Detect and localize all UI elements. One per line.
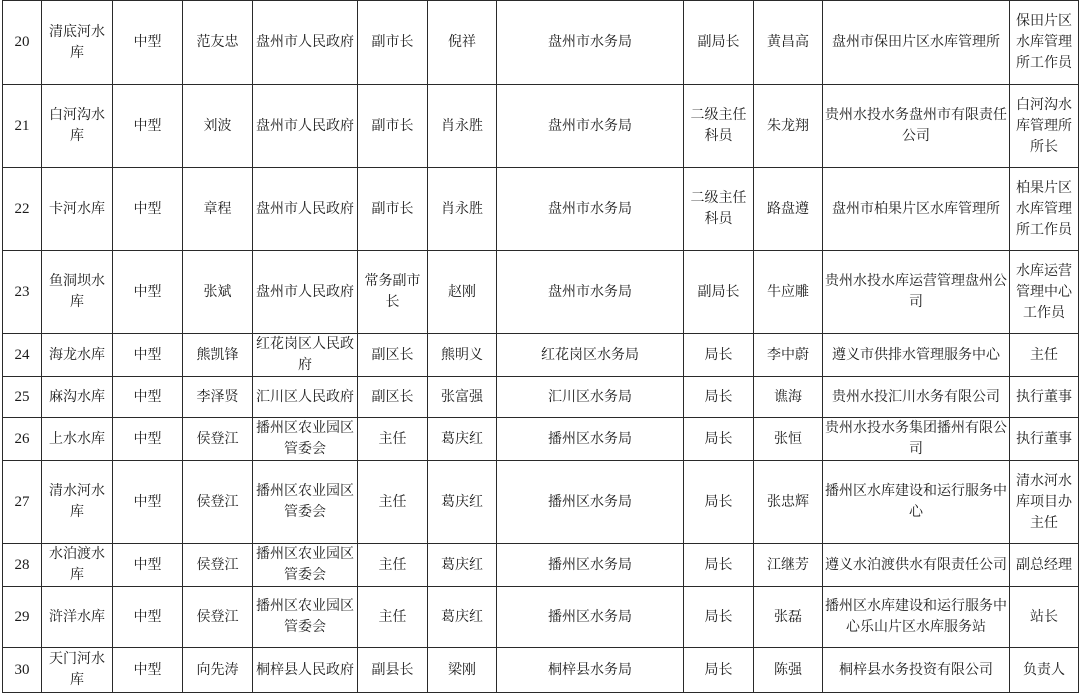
admin-responsible-name-cell: 侯登江 [183,587,253,648]
tech-responsible-title-cell: 局长 [684,418,754,461]
table-row [3,334,1079,377]
table-row [3,168,1079,251]
admin-responsible-unit-cell: 播州区农业园区管委会 [253,587,358,648]
mgmt-responsible-unit-cell: 盘州市柏果片区水库管理所 [823,168,1010,251]
mgmt-responsible-title-cell: 站长 [1010,587,1079,648]
tech-responsible-name-cell: 葛庆红 [428,418,497,461]
reservoir-scale-cell: 中型 [113,1,183,85]
admin-responsible-name-cell: 张斌 [183,251,253,334]
row-number: 22 [3,168,42,251]
tech-responsible-unit-cell: 汇川区水务局 [497,377,684,418]
table-row [3,418,1079,461]
row-number: 26 [3,418,42,461]
reservoir-scale-cell: 中型 [113,461,183,544]
reservoir-name-cell: 海龙水库 [42,334,113,377]
reservoir-name-cell: 上水水库 [42,418,113,461]
mgmt-responsible-unit-cell: 遵义水泊渡供水有限责任公司 [823,544,1010,587]
mgmt-responsible-unit-cell: 播州区水库建设和运行服务中心乐山片区水库服务站 [823,587,1010,648]
tech-responsible-unit-cell: 播州区水务局 [497,461,684,544]
tech-responsible-unit-cell: 盘州市水务局 [497,251,684,334]
mgmt-responsible-title-cell: 清水河水库项目办主任 [1010,461,1079,544]
row-number: 23 [3,251,42,334]
row-number: 28 [3,544,42,587]
tech-responsible-unit-cell: 桐梓县水务局 [497,648,684,693]
mgmt-responsible-title-cell: 白河沟水库管理所所长 [1010,85,1079,168]
tech-responsible-name-cell: 葛庆红 [428,587,497,648]
tech-responsible-unit-cell: 红花岗区水务局 [497,334,684,377]
admin-responsible-unit-cell: 盘州市人民政府 [253,85,358,168]
admin-responsible-title-cell: 主任 [358,461,428,544]
reservoir-scale-cell: 中型 [113,85,183,168]
tech-responsible-title-cell: 二级主任科员 [684,168,754,251]
admin-responsible-title-cell: 主任 [358,418,428,461]
tech-responsible-unit-cell: 盘州市水务局 [497,168,684,251]
mgmt-responsible-name-cell: 朱龙翔 [754,85,823,168]
admin-responsible-unit-cell: 播州区农业园区管委会 [253,418,358,461]
admin-responsible-title-cell: 副市长 [358,85,428,168]
reservoir-name-cell: 鱼洞坝水库 [42,251,113,334]
admin-responsible-unit-cell: 红花岗区人民政府 [253,334,358,377]
admin-responsible-unit-cell: 播州区农业园区管委会 [253,544,358,587]
reservoir-name-cell: 水泊渡水库 [42,544,113,587]
reservoir-name-cell: 麻沟水库 [42,377,113,418]
table-row [3,85,1079,168]
admin-responsible-name-cell: 刘波 [183,85,253,168]
mgmt-responsible-name-cell: 李中蔚 [754,334,823,377]
mgmt-responsible-title-cell: 执行董事 [1010,377,1079,418]
mgmt-responsible-unit-cell: 贵州水投水务集团播州有限公司 [823,418,1010,461]
admin-responsible-title-cell: 副县长 [358,648,428,693]
tech-responsible-name-cell: 葛庆红 [428,544,497,587]
tech-responsible-title-cell: 副局长 [684,251,754,334]
row-number: 27 [3,461,42,544]
mgmt-responsible-unit-cell: 贵州水投水务盘州市有限责任公司 [823,85,1010,168]
tech-responsible-title-cell: 局长 [684,544,754,587]
tech-responsible-name-cell: 梁刚 [428,648,497,693]
table-row [3,1,1079,85]
mgmt-responsible-unit-cell: 桐梓县水务投资有限公司 [823,648,1010,693]
tech-responsible-title-cell: 局长 [684,377,754,418]
admin-responsible-name-cell: 侯登江 [183,461,253,544]
row-number: 20 [3,1,42,85]
admin-responsible-unit-cell: 桐梓县人民政府 [253,648,358,693]
mgmt-responsible-name-cell: 谯海 [754,377,823,418]
reservoir-scale-cell: 中型 [113,418,183,461]
tech-responsible-unit-cell: 盘州市水务局 [497,85,684,168]
mgmt-responsible-name-cell: 牛应雕 [754,251,823,334]
mgmt-responsible-name-cell: 张忠辉 [754,461,823,544]
row-number: 21 [3,85,42,168]
mgmt-responsible-title-cell: 负责人 [1010,648,1079,693]
table-row [3,587,1079,648]
reservoir-name-cell: 卡河水库 [42,168,113,251]
tech-responsible-name-cell: 肖永胜 [428,168,497,251]
mgmt-responsible-name-cell: 路盘遵 [754,168,823,251]
tech-responsible-unit-cell: 播州区水务局 [497,544,684,587]
tech-responsible-title-cell: 局长 [684,587,754,648]
tech-responsible-name-cell: 张富强 [428,377,497,418]
admin-responsible-title-cell: 副市长 [358,168,428,251]
reservoir-name-cell: 清水河水库 [42,461,113,544]
mgmt-responsible-unit-cell: 盘州市保田片区水库管理所 [823,1,1010,85]
reservoir-name-cell: 清底河水库 [42,1,113,85]
reservoir-responsibility-table [2,0,1079,693]
admin-responsible-name-cell: 熊凯锋 [183,334,253,377]
admin-responsible-name-cell: 李泽贤 [183,377,253,418]
reservoir-scale-cell: 中型 [113,251,183,334]
admin-responsible-title-cell: 主任 [358,587,428,648]
row-number: 30 [3,648,42,693]
mgmt-responsible-name-cell: 江继芳 [754,544,823,587]
table-row [3,544,1079,587]
mgmt-responsible-title-cell: 主任 [1010,334,1079,377]
tech-responsible-name-cell: 肖永胜 [428,85,497,168]
tech-responsible-title-cell: 局长 [684,334,754,377]
tech-responsible-title-cell: 二级主任科员 [684,85,754,168]
mgmt-responsible-unit-cell: 播州区水库建设和运行服务中心 [823,461,1010,544]
reservoir-scale-cell: 中型 [113,587,183,648]
row-number: 25 [3,377,42,418]
admin-responsible-name-cell: 章程 [183,168,253,251]
mgmt-responsible-title-cell: 副总经理 [1010,544,1079,587]
admin-responsible-title-cell: 副市长 [358,1,428,85]
tech-responsible-unit-cell: 盘州市水务局 [497,1,684,85]
admin-responsible-title-cell: 副区长 [358,377,428,418]
mgmt-responsible-title-cell: 柏果片区水库管理所工作员 [1010,168,1079,251]
tech-responsible-unit-cell: 播州区水务局 [497,587,684,648]
mgmt-responsible-unit-cell: 遵义市供排水管理服务中心 [823,334,1010,377]
table-row [3,648,1079,693]
reservoir-scale-cell: 中型 [113,168,183,251]
tech-responsible-unit-cell: 播州区水务局 [497,418,684,461]
table-row [3,251,1079,334]
table-row [3,461,1079,544]
mgmt-responsible-unit-cell: 贵州水投汇川水务有限公司 [823,377,1010,418]
tech-responsible-title-cell: 局长 [684,648,754,693]
mgmt-responsible-unit-cell: 贵州水投水库运营管理盘州公司 [823,251,1010,334]
mgmt-responsible-title-cell: 保田片区水库管理所工作员 [1010,1,1079,85]
table-row [3,377,1079,418]
reservoir-scale-cell: 中型 [113,377,183,418]
reservoir-name-cell: 白河沟水库 [42,85,113,168]
admin-responsible-unit-cell: 播州区农业园区管委会 [253,461,358,544]
tech-responsible-title-cell: 局长 [684,461,754,544]
reservoir-scale-cell: 中型 [113,334,183,377]
admin-responsible-unit-cell: 盘州市人民政府 [253,168,358,251]
admin-responsible-name-cell: 范友忠 [183,1,253,85]
tech-responsible-name-cell: 熊明义 [428,334,497,377]
reservoir-scale-cell: 中型 [113,648,183,693]
mgmt-responsible-name-cell: 黄昌高 [754,1,823,85]
admin-responsible-title-cell: 主任 [358,544,428,587]
admin-responsible-name-cell: 侯登江 [183,418,253,461]
reservoir-name-cell: 浒洋水库 [42,587,113,648]
row-number: 29 [3,587,42,648]
tech-responsible-name-cell: 倪祥 [428,1,497,85]
mgmt-responsible-name-cell: 陈强 [754,648,823,693]
admin-responsible-name-cell: 向先涛 [183,648,253,693]
tech-responsible-name-cell: 赵刚 [428,251,497,334]
reservoir-name-cell: 天门河水库 [42,648,113,693]
admin-responsible-name-cell: 侯登江 [183,544,253,587]
mgmt-responsible-title-cell: 水库运营管理中心工作员 [1010,251,1079,334]
reservoir-scale-cell: 中型 [113,544,183,587]
tech-responsible-title-cell: 副局长 [684,1,754,85]
mgmt-responsible-title-cell: 执行董事 [1010,418,1079,461]
tech-responsible-name-cell: 葛庆红 [428,461,497,544]
admin-responsible-title-cell: 副区长 [358,334,428,377]
admin-responsible-title-cell: 常务副市长 [358,251,428,334]
mgmt-responsible-name-cell: 张磊 [754,587,823,648]
admin-responsible-unit-cell: 汇川区人民政府 [253,377,358,418]
mgmt-responsible-name-cell: 张恒 [754,418,823,461]
admin-responsible-unit-cell: 盘州市人民政府 [253,1,358,85]
admin-responsible-unit-cell: 盘州市人民政府 [253,251,358,334]
row-number: 24 [3,334,42,377]
